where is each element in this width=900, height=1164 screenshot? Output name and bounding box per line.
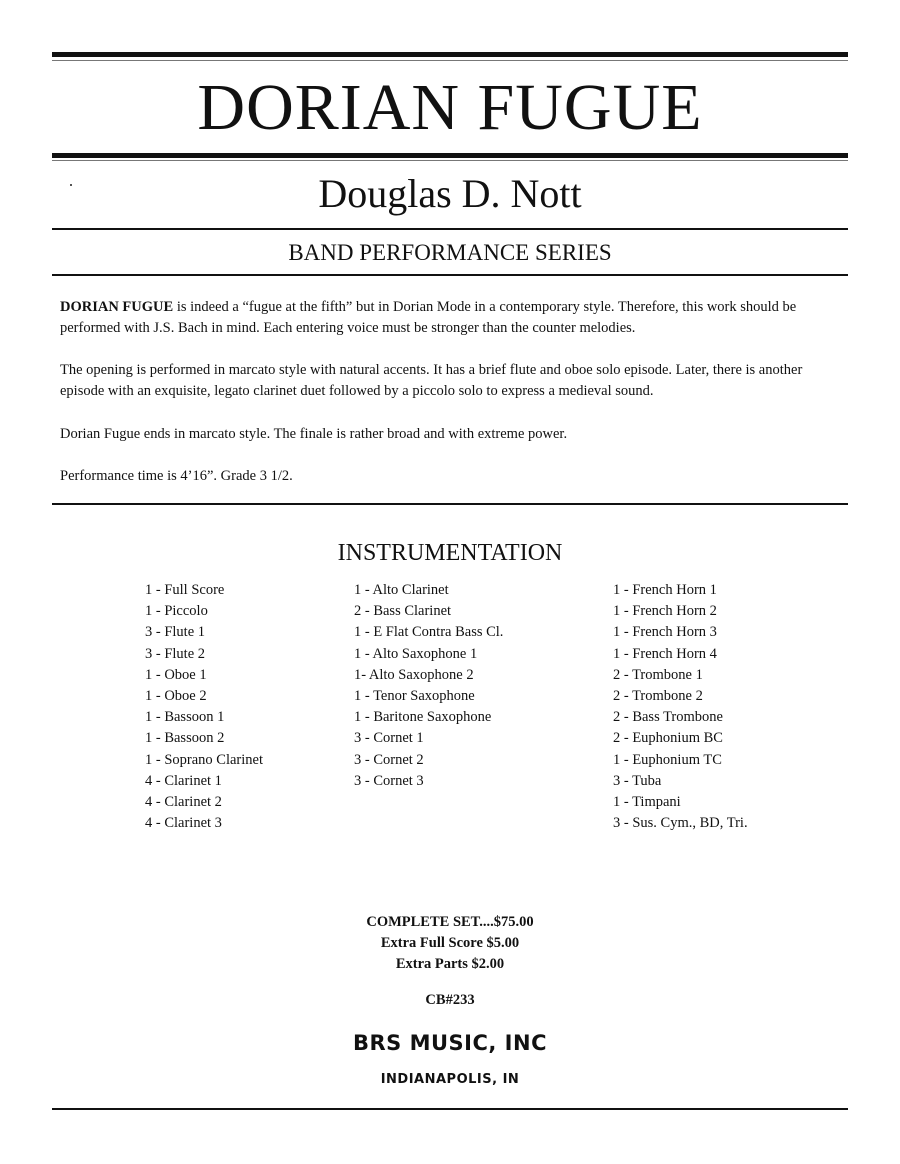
description-paragraph-1-text: is indeed a “fugue at the fifth” but in Dorian Mode in a contemporary style. Therefore, this work should be performed with J.S. Bach in mind. Each entering voice must be stronger than the counter melodies. <box>60 299 797 336</box>
instrument-list-item: 1 - Tenor Saxophone <box>354 688 475 705</box>
description-rule <box>52 503 848 505</box>
instrument-list-item: 1 - Euphonium TC <box>613 751 722 768</box>
instrument-list-item: 1 - Oboe 1 <box>145 666 207 683</box>
instrument-list-item: 1 - French Horn 4 <box>613 645 717 662</box>
instrument-list-item: 1 - Alto Saxophone 1 <box>354 645 478 662</box>
instrument-list-item: 1 - E Flat Contra Bass Cl. <box>354 624 504 641</box>
instrument-list-item: 1 - French Horn 1 <box>613 582 717 598</box>
instrument-list-item: 4 - Clarinet 1 <box>145 772 222 789</box>
series-rule <box>52 274 848 276</box>
series-name: BAND PERFORMANCE SERIES <box>288 240 612 265</box>
publisher-city: INDIANAPOLIS, IN <box>380 1072 520 1087</box>
top-thin-rule <box>52 60 848 61</box>
instrument-list-item: 1 - Piccolo <box>145 603 208 620</box>
instrument-list-item: 2 - Trombone 2 <box>613 688 703 705</box>
composer-name: Douglas D. Nott <box>318 171 582 216</box>
composer-rule <box>52 228 848 230</box>
title-bottom-thin-rule <box>52 160 848 161</box>
bottom-rule <box>52 1108 848 1110</box>
description-paragraph-3: Dorian Fugue ends in marcato style. The finale is rather broad and with extreme power. <box>60 426 568 442</box>
instrument-list-item: 1 - Alto Clarinet <box>354 582 449 598</box>
description-title-bold: DORIAN FUGUE <box>60 299 174 315</box>
piece-title: DORIAN FUGUE <box>197 71 703 144</box>
extra-full-score-price: Extra Full Score $5.00 <box>380 935 520 951</box>
title-bottom-thick-rule <box>52 153 848 158</box>
instrument-list-item: 3 - Tuba <box>613 772 662 789</box>
complete-set-price: COMPLETE SET....$75.00 <box>366 914 534 930</box>
instrument-list-item: 4 - Clarinet 3 <box>145 815 222 832</box>
instrument-list-item: 2 - Bass Clarinet <box>354 603 452 620</box>
description-paragraph-1 <box>60 297 850 339</box>
instrument-list-item: 3 - Cornet 1 <box>354 730 424 747</box>
instrumentation-heading: INSTRUMENTATION <box>337 540 563 566</box>
catalog-number: CB#233 <box>425 992 475 1008</box>
description-paragraph-2: The opening is performed in marcato style with natural accents. It has a brief flute and oboe solo episode. Later, there is another episode with an exquisite, legato clarinet duet followed by a piccolo solo to express a medieval sound. <box>60 362 803 399</box>
instrument-list-item: 1 - Bassoon 1 <box>145 709 225 726</box>
instrument-column-3 <box>613 580 748 834</box>
top-thick-rule <box>52 52 848 57</box>
instrument-list-item: 1- Alto Saxophone 2 <box>354 666 474 683</box>
extra-parts-price: Extra Parts $2.00 <box>395 956 505 972</box>
instrument-list-item: 1 - Oboe 2 <box>145 688 207 705</box>
instrument-list-item: 3 - Flute 1 <box>145 624 206 641</box>
publisher-name: BRS MUSIC, INC <box>352 1031 547 1055</box>
performance-time: Performance time is 4’16”. Grade 3 1/2. <box>60 468 293 484</box>
instrument-list-item: 3 - Cornet 3 <box>354 772 424 789</box>
instrument-list-item: 4 - Clarinet 2 <box>145 794 222 811</box>
instrument-list-item: 1 - Bassoon 2 <box>145 730 225 747</box>
instrument-list-item: 1 - French Horn 2 <box>613 603 717 620</box>
instrument-column-1 <box>145 580 263 834</box>
instrument-list-item: 1 - Full Score <box>145 582 225 598</box>
instrument-column-2 <box>354 580 503 792</box>
instrument-list-item: 3 - Sus. Cym., BD, Tri. <box>613 815 748 832</box>
instrument-list-item: 1 - French Horn 3 <box>613 624 717 641</box>
instrument-list-item: 2 - Euphonium BC <box>613 730 723 747</box>
instrument-list-item: 1 - Soprano Clarinet <box>145 751 263 768</box>
instrument-list-item: 1 - Timpani <box>613 794 681 811</box>
instrument-list-item: 1 - Baritone Saxophone <box>354 709 492 726</box>
instrument-list-item: 2 - Trombone 1 <box>613 666 703 683</box>
instrument-list-item: 3 - Flute 2 <box>145 645 206 662</box>
instrument-list-item: 2 - Bass Trombone <box>613 709 723 726</box>
instrument-list-item: 3 - Cornet 2 <box>354 751 424 768</box>
